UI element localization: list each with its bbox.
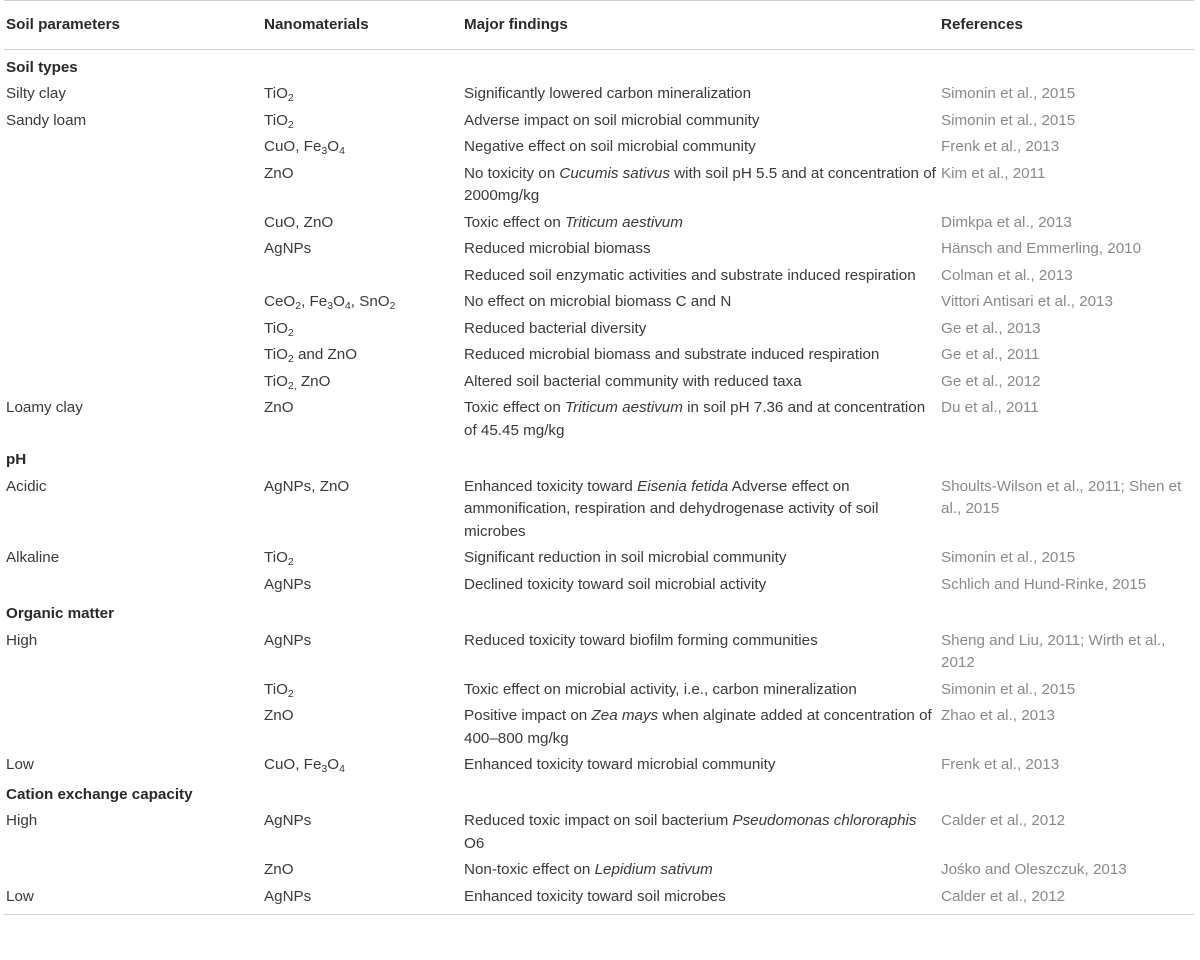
cell-soil-parameter bbox=[4, 369, 262, 396]
table-row bbox=[4, 628, 1194, 677]
cell-soil-parameter: Sandy loam bbox=[6, 111, 87, 129]
header-references: References bbox=[939, 1, 1194, 50]
table-row bbox=[4, 677, 1194, 704]
table-row bbox=[4, 857, 1194, 884]
cell-major-finding: Toxic effect on Triticum aestivum bbox=[464, 213, 683, 231]
table-row bbox=[4, 289, 1194, 316]
cell-soil-parameter: High bbox=[6, 631, 38, 649]
section-title: Soil types bbox=[6, 58, 78, 76]
cell-soil-parameter bbox=[4, 134, 262, 161]
cell-nanomaterial: TiO$_2$ bbox=[264, 549, 294, 568]
cell-reference: Vittori Antisari et al., 2013 bbox=[941, 293, 1113, 310]
table-row bbox=[4, 369, 1194, 396]
cell-soil-parameter: Alkaline bbox=[6, 549, 60, 566]
cell-soil-parameter bbox=[4, 161, 262, 210]
section-row bbox=[4, 444, 1194, 474]
table-row bbox=[4, 752, 1194, 779]
cell-reference: Calder et al., 2012 bbox=[939, 884, 1194, 915]
section-title: Organic matter bbox=[6, 605, 115, 622]
table-row bbox=[4, 474, 1194, 546]
cell-nanomaterial: AgNPs bbox=[264, 575, 312, 593]
table-row bbox=[4, 263, 1194, 290]
cell-major-finding: Non-toxic effect on Lepidium sativum bbox=[464, 861, 713, 878]
header-soil-parameters: Soil parameters bbox=[4, 1, 262, 50]
cell-soil-parameter: Low bbox=[4, 884, 262, 915]
cell-major-finding: Enhanced toxicity toward microbial community bbox=[464, 756, 776, 773]
header-nanomaterials: Nanomaterials bbox=[262, 1, 462, 50]
cell-nanomaterial: CeO$_2$, $Fe_3O_4$, SnO$_2$ bbox=[264, 293, 396, 312]
cell-reference: Simonin et al., 2015 bbox=[941, 111, 1076, 129]
cell-reference: Ge et al., 2012 bbox=[941, 372, 1041, 390]
cell-nanomaterial: ZnO bbox=[264, 861, 294, 878]
table-header bbox=[4, 1, 1194, 50]
soil-nanomaterials-table bbox=[4, 0, 1194, 915]
cell-reference: Ge et al., 2013 bbox=[941, 319, 1041, 337]
cell-major-finding: Enhanced toxicity toward Eisenia fetida Adverse effect on ammonification, respiration and dehydrogenase activity of soil microbes bbox=[464, 477, 879, 540]
cell-reference: Frenk et al., 2013 bbox=[941, 756, 1060, 773]
cell-nanomaterial: AgNPs bbox=[264, 240, 312, 257]
cell-reference: Hänsch and Emmerling, 2010 bbox=[941, 240, 1142, 257]
table-row bbox=[4, 703, 1194, 752]
cell-major-finding: Adverse impact on soil microbial community bbox=[464, 111, 760, 129]
section-row bbox=[4, 49, 1194, 81]
table-row bbox=[4, 808, 1194, 857]
cell-reference: Zhao et al., 2013 bbox=[941, 707, 1055, 724]
cell-soil-parameter: Low bbox=[6, 756, 34, 773]
cell-reference: Jośko and Oleszczuk, 2013 bbox=[941, 861, 1127, 878]
cell-nanomaterial: TiO$_{2,}$ ZnO bbox=[264, 372, 331, 392]
section-title: Cation exchange capacity bbox=[6, 785, 193, 803]
cell-nanomaterial: CuO, ZnO bbox=[264, 213, 334, 231]
cell-soil-parameter: Silty clay bbox=[6, 85, 66, 102]
cell-reference: Du et al., 2011 bbox=[941, 399, 1039, 416]
cell-soil-parameter bbox=[4, 857, 262, 884]
cell-soil-parameter bbox=[4, 572, 262, 599]
cell-major-finding: Toxic effect on microbial activity, i.e., carbon mineralization bbox=[464, 680, 857, 698]
cell-reference: Sheng and Liu, 2011; Wirth et al., 2012 bbox=[941, 631, 1166, 671]
cell-major-finding: Reduced microbial biomass and substrate induced respiration bbox=[464, 346, 880, 363]
cell-nanomaterial: TiO$_2$ and ZnO bbox=[264, 346, 358, 365]
cell-major-finding: Positive impact on Zea mays when alginate added at concentration of 400–800 mg/kg bbox=[464, 707, 932, 747]
cell-major-finding: No toxicity on Cucumis sativus with soil pH 5.5 and at concentration of 2000mg/kg bbox=[464, 164, 936, 204]
cell-soil-parameter bbox=[4, 342, 262, 369]
section-row bbox=[4, 779, 1194, 809]
cell-major-finding: Toxic effect on Triticum aestivum in soil pH 7.36 and at concentration of 45.45 mg/kg bbox=[464, 399, 926, 439]
cell-major-finding: Altered soil bacterial community with reduced taxa bbox=[464, 372, 802, 390]
table-row bbox=[4, 161, 1194, 210]
cell-nanomaterial: CuO, $Fe_3O_4$ bbox=[264, 756, 345, 775]
cell-soil-parameter: High bbox=[6, 812, 38, 829]
table-row bbox=[4, 81, 1194, 108]
cell-major-finding: Reduced microbial biomass bbox=[464, 240, 651, 257]
cell-reference: Frenk et al., 2013 bbox=[941, 138, 1060, 155]
cell-soil-parameter bbox=[4, 677, 262, 704]
cell-soil-parameter bbox=[4, 316, 262, 343]
cell-major-finding: Declined toxicity toward soil microbial activity bbox=[464, 575, 767, 593]
cell-major-finding: Negative effect on soil microbial community bbox=[464, 138, 756, 155]
table-row bbox=[4, 572, 1194, 599]
cell-major-finding: Reduced soil enzymatic activities and substrate induced respiration bbox=[464, 266, 916, 284]
cell-major-finding: Reduced bacterial diversity bbox=[464, 319, 647, 337]
cell-reference: Simonin et al., 2015 bbox=[941, 85, 1076, 102]
cell-soil-parameter bbox=[4, 263, 262, 290]
table-row bbox=[4, 236, 1194, 263]
cell-nanomaterial: TiO$_2$ bbox=[264, 680, 294, 700]
table-row bbox=[4, 108, 1194, 135]
table-row bbox=[4, 316, 1194, 343]
cell-nanomaterial: AgNPs bbox=[264, 631, 312, 649]
cell-reference: Simonin et al., 2015 bbox=[941, 549, 1076, 566]
cell-major-finding: Enhanced toxicity toward soil microbes bbox=[462, 884, 939, 915]
cell-reference: Simonin et al., 2015 bbox=[941, 680, 1076, 698]
cell-nanomaterial: CuO, $Fe_3O_4$ bbox=[264, 138, 345, 157]
cell-nanomaterial: AgNPs bbox=[264, 812, 312, 829]
cell-soil-parameter bbox=[4, 236, 262, 263]
table-row bbox=[4, 134, 1194, 161]
cell-nanomaterial: TiO$_2$ bbox=[264, 85, 294, 104]
cell-nanomaterial: ZnO bbox=[264, 164, 294, 182]
cell-reference: Colman et al., 2013 bbox=[941, 266, 1073, 284]
cell-major-finding: No effect on microbial biomass C and N bbox=[464, 293, 732, 310]
cell-nanomaterial bbox=[262, 263, 462, 290]
cell-reference: Schlich and Hund-Rinke, 2015 bbox=[941, 575, 1147, 593]
cell-nanomaterial: AgNPs bbox=[262, 884, 462, 915]
table-row bbox=[4, 342, 1194, 369]
cell-reference: Ge et al., 2011 bbox=[941, 346, 1040, 363]
cell-nanomaterial: AgNPs, ZnO bbox=[264, 477, 350, 495]
cell-major-finding: Significantly lowered carbon mineralization bbox=[464, 85, 752, 102]
section-title: pH bbox=[6, 451, 27, 468]
table-row bbox=[4, 545, 1194, 572]
cell-soil-parameter: Loamy clay bbox=[6, 399, 83, 416]
table-row bbox=[4, 395, 1194, 444]
cell-nanomaterial: ZnO bbox=[264, 399, 294, 416]
table-row bbox=[4, 210, 1194, 237]
cell-soil-parameter bbox=[4, 289, 262, 316]
cell-reference: Kim et al., 2011 bbox=[941, 164, 1046, 182]
table-body bbox=[4, 49, 1194, 915]
table-row bbox=[4, 884, 1194, 915]
cell-major-finding: Significant reduction in soil microbial community bbox=[464, 549, 787, 566]
cell-nanomaterial: TiO$_2$ bbox=[264, 319, 294, 339]
cell-nanomaterial: ZnO bbox=[264, 707, 294, 724]
cell-nanomaterial: TiO$_2$ bbox=[264, 111, 294, 131]
cell-major-finding: Reduced toxicity toward biofilm forming communities bbox=[464, 631, 818, 649]
cell-reference: Dimkpa et al., 2013 bbox=[941, 213, 1072, 231]
cell-reference: Calder et al., 2012 bbox=[941, 812, 1066, 829]
cell-soil-parameter bbox=[4, 703, 262, 752]
cell-major-finding: Reduced toxic impact on soil bacterium Pseudomonas chlororaphis O6 bbox=[464, 812, 917, 852]
cell-soil-parameter bbox=[4, 210, 262, 237]
cell-reference: Shoults-Wilson et al., 2011; Shen et al., 2015 bbox=[941, 477, 1182, 517]
header-row bbox=[4, 1, 1194, 50]
header-major-findings: Major findings bbox=[462, 1, 939, 50]
section-row bbox=[4, 598, 1194, 628]
cell-soil-parameter: Acidic bbox=[6, 477, 47, 495]
